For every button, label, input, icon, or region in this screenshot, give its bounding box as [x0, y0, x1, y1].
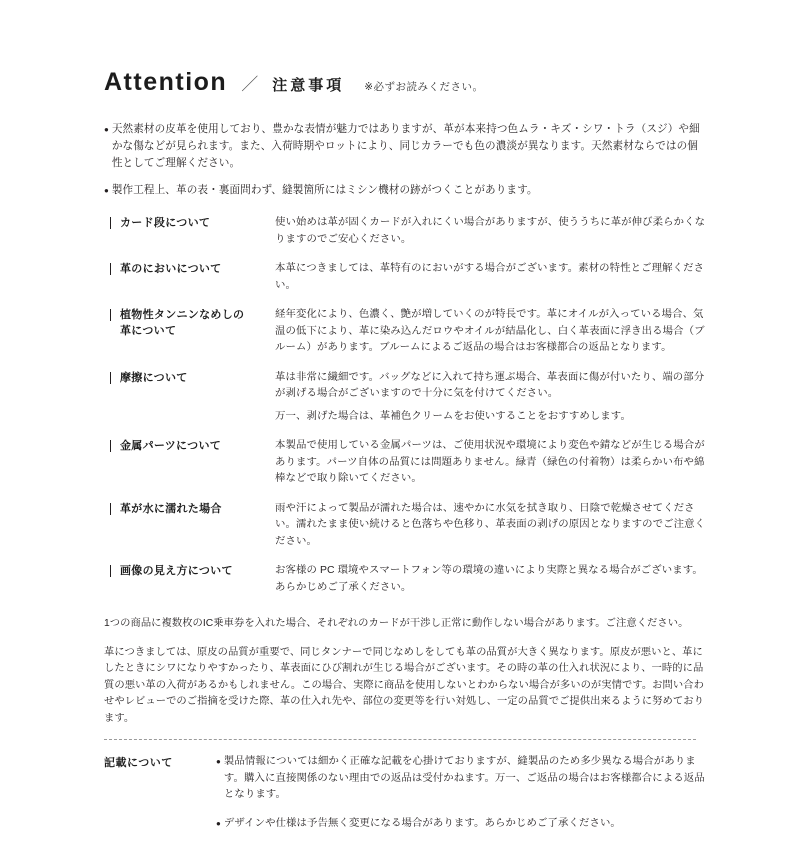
note-description: [275, 215, 712, 248]
note-term: [110, 215, 275, 231]
note-paragraph: 本製品で使用している金属パーツは、ご使用状況や環境により変色や錆などが生じる場合があります。パーツ自体の品質には問題ありません。緑青（緑色の付着物）は柔らかい布や綿棒などで取り除いてください。: [275, 440, 705, 484]
additional-paragraph: 1つの商品に複数枚のIC乗車券を入れた場合、それぞれのカードが干渉し正常に動作しない場合があります。ご注意ください。: [104, 618, 689, 629]
note-term-line: 革について: [120, 325, 177, 337]
bullet-dot-icon: ●: [216, 757, 221, 766]
title-separator-icon: ／: [241, 75, 259, 94]
footer-bullet-list: [216, 754, 706, 844]
note-term-label: 革が水に濡れた場合: [120, 502, 222, 515]
term-bar-icon: [110, 309, 111, 321]
note-paragraph: 経年変化により、色濃く、艶が増していくのが特長です。革にオイルが入っている場合、気温の低下により、革に染み込んだロウやオイルが結晶化し、白く革表面に浮き出る場合（ブルーム）があります。ブルームによるご返品の場合はお客様都合の返品となります。: [275, 309, 705, 353]
intro-bullet-text: 天然素材の皮革を使用しており、豊かな表情が魅力ではありますが、革が本来持つ色ムラ・キズ・シワ・トラ（スジ）や細かな傷などが見られます。また、入荷時期やロットにより、同じカラーでも色の濃淡が異なります。天然素材ならではの個性としてご理解ください。: [111, 123, 700, 169]
note-row: [110, 307, 712, 357]
notes-list: [58, 215, 742, 596]
note-row: [110, 370, 712, 426]
bullet-dot-icon: ●: [216, 818, 221, 828]
additional-paragraph: 革につきましては、原皮の品質が重要で、同じタンナーで同じなめしをしても革の品質が大きく異なります。原皮が悪いと、革にしたときにシワになりやすかったり、革表面にひび割れが生じる場合がございます。その時の革の仕入れ状況により、一時的に品質の悪い革の入荷があるかもしれません。この場合、実際に商品を使用しないとわからない場合が多いのが実情です。お問い合わせやレビューでのご指摘を受けた際、革の仕入れ先や、部位の変更等を行い対処し、一定の品質でご提供出来るように努めております。: [104, 646, 704, 724]
bullet-dot-icon: ●: [104, 125, 109, 134]
term-bar-icon: [110, 565, 111, 577]
note-row: [110, 501, 712, 551]
note-term: [110, 261, 275, 277]
note-row: [110, 563, 712, 596]
note-description: [275, 501, 712, 551]
list-item: [216, 816, 706, 833]
note-paragraph: 本革につきましては、革特有のにおいがする場合がございます。素材の特性とご理解ください。: [275, 263, 705, 291]
note-paragraph: 雨や汗によって製品が濡れた場合は、速やかに水気を拭き取り、日陰で乾燥させてください。濡れたまま使い続けると色落ちや色移り、革表面の剥げの原因となりますのでご注意ください。: [275, 502, 706, 547]
note-term-label: 画像の見え方について: [120, 565, 233, 577]
note-term-label: 摩擦について: [120, 371, 188, 384]
note-row: [110, 438, 712, 488]
note-description: [275, 261, 712, 294]
bullet-dot-icon: ●: [104, 186, 109, 195]
term-bar-icon: [110, 217, 111, 229]
note-description: [275, 563, 712, 596]
term-bar-icon: [110, 440, 111, 452]
note-description: [275, 438, 712, 488]
note-term: [110, 307, 275, 339]
intro-bullet-text: 製作工程上、革の表・裏面問わず、縫製箇所にはミシン機材の跡がつくことがあります。: [111, 184, 538, 196]
page-title-jp: 注意事項: [272, 77, 345, 94]
additional-notes: [58, 616, 742, 727]
note-paragraph: 万一、剥げた場合は、革補色クリームをお使いすることをおすすめします。: [275, 410, 631, 422]
header-note: ※必ずお読みください。: [364, 80, 484, 93]
list-item: [104, 121, 702, 172]
page-title: Attention: [104, 68, 228, 96]
note-description: [275, 307, 712, 357]
note-term-line: 植物性タンニンなめしの: [120, 309, 245, 321]
note-description: [275, 370, 712, 426]
note-term: [110, 438, 275, 454]
note-term-label: [120, 307, 244, 339]
note-paragraph: お客様の PC 環境やスマートフォン等の環境の違いにより実際と異なる場合がございます。あらかじめご了承ください。: [275, 565, 703, 593]
section-divider: [104, 739, 696, 740]
note-row: [110, 215, 712, 248]
note-paragraph: 革は非常に繊細です。バッグなどに入れて持ち運ぶ場合、革表面に傷が付いたり、端の部分が剥げる場合がございますので十分に気を付けてください。: [275, 371, 705, 399]
note-paragraph: 使い始めは革が固くカードが入れにくい場合がありますが、使ううちに革が伸び柔らかくなりますのでご安心ください。: [275, 217, 706, 245]
footer-section: [58, 754, 742, 844]
document-header: [58, 70, 742, 95]
note-term-label: 金属パーツについて: [120, 440, 222, 452]
note-term-label: カード段について: [120, 217, 211, 229]
term-bar-icon: [110, 372, 111, 384]
list-item: [216, 754, 706, 804]
note-term: [110, 370, 275, 386]
note-row: [110, 261, 712, 294]
note-term: [110, 501, 275, 517]
footer-bullet-text: 製品情報については細かく正確な記載を心掛けておりますが、縫製品のため多少異なる場合があります。購入に直接関係のない理由での返品は受付かねます。万一、ご返品の場合はお客様都合による返品となります。: [223, 756, 705, 800]
intro-section: [58, 121, 742, 199]
footer-bullet-text: デザインや仕様は予告無く変更になる場合があります。あらかじめご了承ください。: [223, 817, 621, 829]
term-bar-icon: [110, 263, 111, 275]
note-term-label: 革のにおいについて: [120, 263, 222, 275]
note-term: [110, 563, 275, 579]
footer-term-label: 記載について: [104, 757, 173, 769]
term-bar-icon: [110, 503, 111, 515]
list-item: [104, 182, 702, 199]
